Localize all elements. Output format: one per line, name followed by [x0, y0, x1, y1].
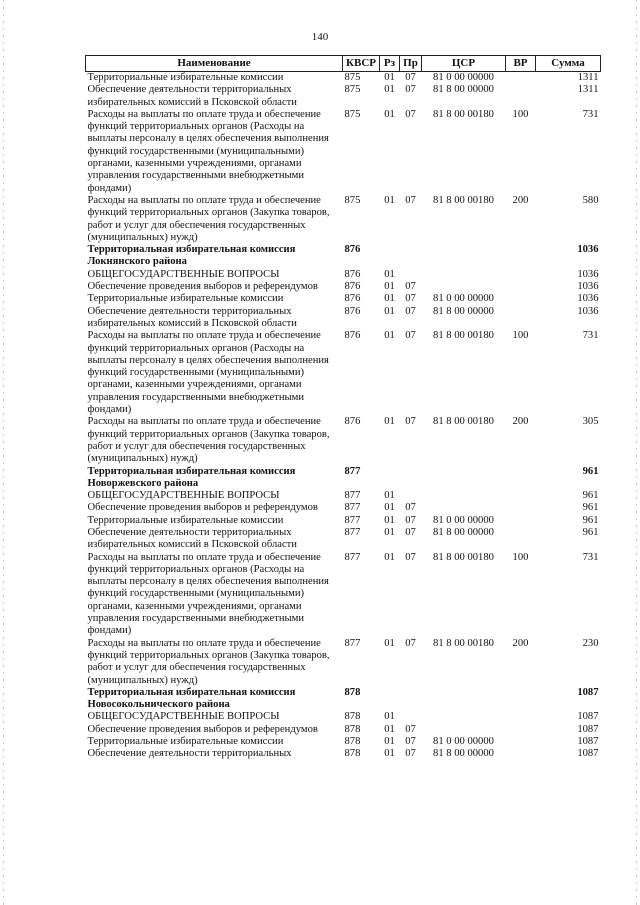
cell-pr	[400, 269, 422, 281]
table-row	[86, 724, 601, 736]
cell-kvsr: 876	[344, 330, 361, 342]
section-row	[86, 687, 601, 712]
cell-sum: 1087	[577, 748, 599, 760]
table-row	[86, 527, 601, 552]
table-row	[86, 72, 601, 85]
table-row	[86, 711, 601, 723]
cell-csr	[422, 490, 506, 502]
cell-rz: 01	[384, 514, 395, 526]
cell-sum: 731	[582, 551, 599, 563]
cell-csr: 81 8 00 00180	[433, 330, 494, 342]
table-row	[86, 269, 601, 281]
cell-sum: 961	[582, 514, 599, 526]
cell-rz: 01	[384, 551, 395, 563]
cell-csr: 81 8 00 00180	[433, 551, 494, 563]
cell-kvsr: 877	[344, 502, 361, 514]
cell-rz: 01	[384, 711, 395, 723]
cell-csr	[422, 466, 506, 491]
cell-vr: 100	[512, 551, 529, 563]
cell-rz: 01	[384, 736, 395, 748]
table-row	[86, 502, 601, 514]
header-sum: Сумма	[536, 56, 601, 72]
header-csr: ЦСР	[422, 56, 506, 72]
cell-kvsr: 878	[344, 736, 361, 748]
cell-pr	[400, 244, 422, 269]
cell-pr: 07	[405, 194, 416, 206]
table-row	[86, 552, 601, 638]
cell-csr	[422, 724, 506, 736]
cell-csr: 81 0 00 00000	[433, 72, 494, 83]
cell-kvsr: 875	[344, 72, 361, 83]
cell-csr: 81 8 00 00180	[433, 637, 494, 649]
cell-pr	[400, 711, 422, 723]
table-row	[86, 293, 601, 305]
cell-name: ОБЩЕГОСУДАРСТВЕННЫЕ ВОПРОСЫ	[87, 711, 280, 723]
cell-name: Территориальные избирательные комиссии	[87, 514, 284, 526]
cell-sum: 961	[582, 526, 599, 538]
cell-csr	[422, 281, 506, 293]
cell-vr: 100	[512, 330, 529, 342]
cell-csr: 81 8 00 00180	[433, 416, 494, 428]
cell-sum: 1036	[577, 305, 599, 317]
cell-vr	[506, 244, 536, 269]
cell-vr: 100	[512, 108, 529, 120]
table-row	[86, 638, 601, 687]
cell-kvsr: 876	[344, 305, 361, 317]
cell-name: Территориальная избирательная комиссия Новосокольнического района	[87, 686, 296, 711]
cell-vr	[506, 293, 536, 305]
cell-vr	[506, 502, 536, 514]
cell-kvsr: 876	[344, 293, 361, 305]
cell-pr	[400, 490, 422, 502]
cell-kvsr: 876	[344, 281, 361, 293]
table-row	[86, 330, 601, 416]
cell-rz: 01	[384, 723, 395, 735]
cell-name: Расходы на выплаты по оплате труда и обеспечение функций территориальных органов (Расходы на выплаты персоналу в целях обеспечения выполнения функций государственными (муниципальными) органами, казенными учреждениями, органами управления государственными внебюджетными фондами)	[87, 108, 329, 194]
cell-name: Расходы на выплаты по оплате труда и обеспечение функций территориальных органов (Расходы на выплаты персоналу в целях обеспечения выполнения функций государственными (муниципальными) органами, казенными учреждениями, органами управления государственными внебюджетными фондами)	[87, 330, 329, 416]
cell-rz	[380, 466, 400, 491]
cell-kvsr: 876	[344, 268, 361, 280]
cell-kvsr: 877	[344, 637, 361, 649]
cell-name: ОБЩЕГОСУДАРСТВЕННЫЕ ВОПРОСЫ	[87, 268, 280, 280]
section-row	[86, 244, 601, 269]
cell-kvsr: 877	[344, 551, 361, 563]
cell-name: ОБЩЕГОСУДАРСТВЕННЫЕ ВОПРОСЫ	[87, 490, 280, 502]
cell-pr: 07	[405, 330, 416, 342]
table-row	[86, 84, 601, 109]
table-body	[86, 72, 601, 761]
table-row	[86, 109, 601, 195]
cell-sum: 961	[582, 502, 599, 514]
cell-kvsr: 876	[344, 416, 361, 428]
cell-vr: 200	[512, 194, 529, 206]
cell-csr: 81 0 00 00000	[433, 736, 494, 748]
cell-sum: 961	[582, 465, 599, 477]
cell-pr: 07	[405, 736, 416, 748]
cell-sum: 961	[582, 490, 599, 502]
cell-csr	[422, 244, 506, 269]
cell-sum: 1036	[577, 244, 599, 256]
cell-pr	[400, 466, 422, 491]
table-row	[86, 515, 601, 527]
cell-name: Территориальные избирательные комиссии	[87, 736, 284, 748]
cell-vr	[506, 84, 536, 109]
cell-vr	[506, 466, 536, 491]
budget-table	[85, 55, 601, 761]
cell-sum: 1087	[577, 711, 599, 723]
cell-rz: 01	[384, 305, 395, 317]
cell-rz: 01	[384, 416, 395, 428]
cell-name: Обеспечение деятельности территориальных избирательных комиссий в Псковской области	[87, 526, 297, 551]
cell-rz: 01	[384, 490, 395, 502]
cell-name: Обеспечение проведения выборов и референдумов	[87, 723, 318, 735]
cell-name: Обеспечение проведения выборов и референдумов	[87, 281, 318, 293]
cell-sum: 1311	[577, 84, 599, 96]
cell-pr: 07	[405, 502, 416, 514]
header-vr: ВР	[506, 56, 536, 72]
page-number: 140	[311, 31, 329, 43]
cell-pr: 07	[405, 84, 416, 96]
cell-rz: 01	[384, 281, 395, 293]
cell-pr: 07	[405, 551, 416, 563]
cell-rz: 01	[384, 526, 395, 538]
cell-name: Территориальная избирательная комиссия Локнянского района	[87, 244, 296, 268]
cell-sum: 1036	[577, 293, 599, 305]
cell-pr: 07	[405, 72, 416, 83]
cell-kvsr: 875	[344, 194, 361, 206]
cell-rz: 01	[384, 637, 395, 649]
cell-rz: 01	[384, 72, 395, 83]
cell-kvsr: 876	[344, 244, 361, 256]
cell-sum: 1087	[577, 723, 599, 735]
cell-rz: 01	[384, 84, 395, 96]
cell-vr	[506, 72, 536, 85]
cell-pr: 07	[405, 723, 416, 735]
cell-csr: 81 0 00 00000	[433, 514, 494, 526]
cell-sum: 230	[582, 637, 599, 649]
cell-kvsr: 878	[344, 711, 361, 723]
cell-sum: 1087	[577, 736, 599, 748]
cell-rz	[380, 244, 400, 269]
cell-rz: 01	[384, 268, 395, 280]
cell-sum: 580	[582, 194, 599, 206]
cell-pr	[400, 687, 422, 712]
cell-name: Обеспечение проведения выборов и референдумов	[87, 502, 318, 514]
cell-kvsr: 877	[344, 526, 361, 538]
cell-csr: 81 8 00 00180	[433, 108, 494, 120]
cell-pr: 07	[405, 637, 416, 649]
left-edge-artifact	[3, 0, 4, 905]
cell-pr: 07	[405, 108, 416, 120]
cell-sum: 1036	[577, 268, 599, 280]
cell-csr	[422, 711, 506, 723]
cell-csr: 81 8 00 00000	[433, 305, 494, 317]
cell-pr: 07	[405, 514, 416, 526]
cell-rz: 01	[384, 502, 395, 514]
right-edge-artifact	[636, 0, 637, 905]
cell-vr	[506, 527, 536, 552]
cell-sum: 1036	[577, 281, 599, 293]
cell-vr: 200	[512, 416, 529, 428]
cell-csr: 81 8 00 00000	[433, 84, 494, 96]
header-name: Наименование	[86, 56, 343, 72]
cell-name: Обеспечение деятельности территориальных избирательных комиссий в Псковской области	[87, 305, 297, 329]
cell-vr	[506, 281, 536, 293]
cell-kvsr: 878	[344, 723, 361, 735]
cell-csr	[422, 269, 506, 281]
cell-pr: 07	[405, 416, 416, 428]
cell-vr	[506, 269, 536, 281]
cell-kvsr: 877	[344, 490, 361, 502]
cell-kvsr: 878	[344, 686, 361, 698]
table-header-row	[86, 56, 601, 72]
table-row	[86, 306, 601, 331]
table-row	[86, 736, 601, 748]
cell-name: Расходы на выплаты по оплате труда и обеспечение функций территориальных органов (Закупка товаров, работ и услуг для обеспечения государственных (муниципальных) нужд)	[87, 416, 330, 465]
cell-sum: 1087	[577, 686, 599, 698]
cell-kvsr: 878	[344, 748, 361, 760]
cell-vr	[506, 687, 536, 712]
cell-name: Территориальные избирательные комиссии	[87, 72, 284, 83]
cell-rz: 01	[384, 330, 395, 342]
cell-csr	[422, 687, 506, 712]
section-row	[86, 466, 601, 491]
header-pr: Пр	[400, 56, 422, 72]
cell-pr: 07	[405, 526, 416, 538]
cell-name: Обеспечение деятельности территориальных избирательных комиссий в Псковской области	[87, 84, 297, 108]
cell-pr: 07	[405, 748, 416, 760]
cell-rz: 01	[384, 293, 395, 305]
cell-vr	[506, 711, 536, 723]
cell-pr: 07	[405, 305, 416, 317]
cell-csr: 81 8 00 00000	[433, 748, 494, 760]
cell-kvsr: 877	[344, 465, 361, 477]
cell-vr	[506, 306, 536, 331]
table-row	[86, 281, 601, 293]
cell-csr	[422, 502, 506, 514]
cell-name: Расходы на выплаты по оплате труда и обеспечение функций территориальных органов (Закупка товаров, работ и услуг для обеспечения государственных (муниципальных) нужд)	[87, 194, 330, 243]
table-row	[86, 195, 601, 244]
cell-pr: 07	[405, 293, 416, 305]
cell-pr: 07	[405, 281, 416, 293]
cell-vr	[506, 748, 536, 760]
table-row	[86, 490, 601, 502]
header-rz: Рз	[380, 56, 400, 72]
cell-sum: 731	[582, 330, 599, 342]
cell-sum: 1311	[577, 72, 599, 83]
cell-kvsr: 875	[344, 108, 361, 120]
table-row	[86, 748, 601, 760]
cell-vr: 200	[512, 637, 529, 649]
cell-name: Обеспечение деятельности территориальных	[87, 748, 292, 760]
cell-kvsr: 875	[344, 84, 361, 96]
cell-kvsr: 877	[344, 514, 361, 526]
cell-name: Территориальная избирательная комиссия Новоржевского района	[87, 465, 296, 489]
cell-vr	[506, 490, 536, 502]
cell-vr	[506, 724, 536, 736]
header-kvsr: КВСР	[343, 56, 380, 72]
cell-name: Расходы на выплаты по оплате труда и обеспечение функций территориальных органов (Расходы на выплаты персоналу в целях обеспечения выполнения функций государственными (муниципальными) органами, казенными учреждениями, органами управления государственными внебюджетными фондами)	[87, 551, 329, 637]
cell-rz: 01	[384, 748, 395, 760]
cell-rz	[380, 687, 400, 712]
cell-vr	[506, 736, 536, 748]
cell-csr: 81 8 00 00000	[433, 526, 494, 538]
cell-rz: 01	[384, 194, 395, 206]
cell-csr: 81 8 00 00180	[433, 194, 494, 206]
cell-name: Расходы на выплаты по оплате труда и обеспечение функций территориальных органов (Закупка товаров, работ и услуг для обеспечения государственных (муниципальных) нужд)	[87, 637, 330, 686]
cell-sum: 305	[582, 416, 599, 428]
cell-vr	[506, 515, 536, 527]
table-row	[86, 416, 601, 465]
cell-sum: 731	[582, 108, 599, 120]
cell-rz: 01	[384, 108, 395, 120]
cell-name: Территориальные избирательные комиссии	[87, 293, 284, 305]
cell-csr: 81 0 00 00000	[433, 293, 494, 305]
